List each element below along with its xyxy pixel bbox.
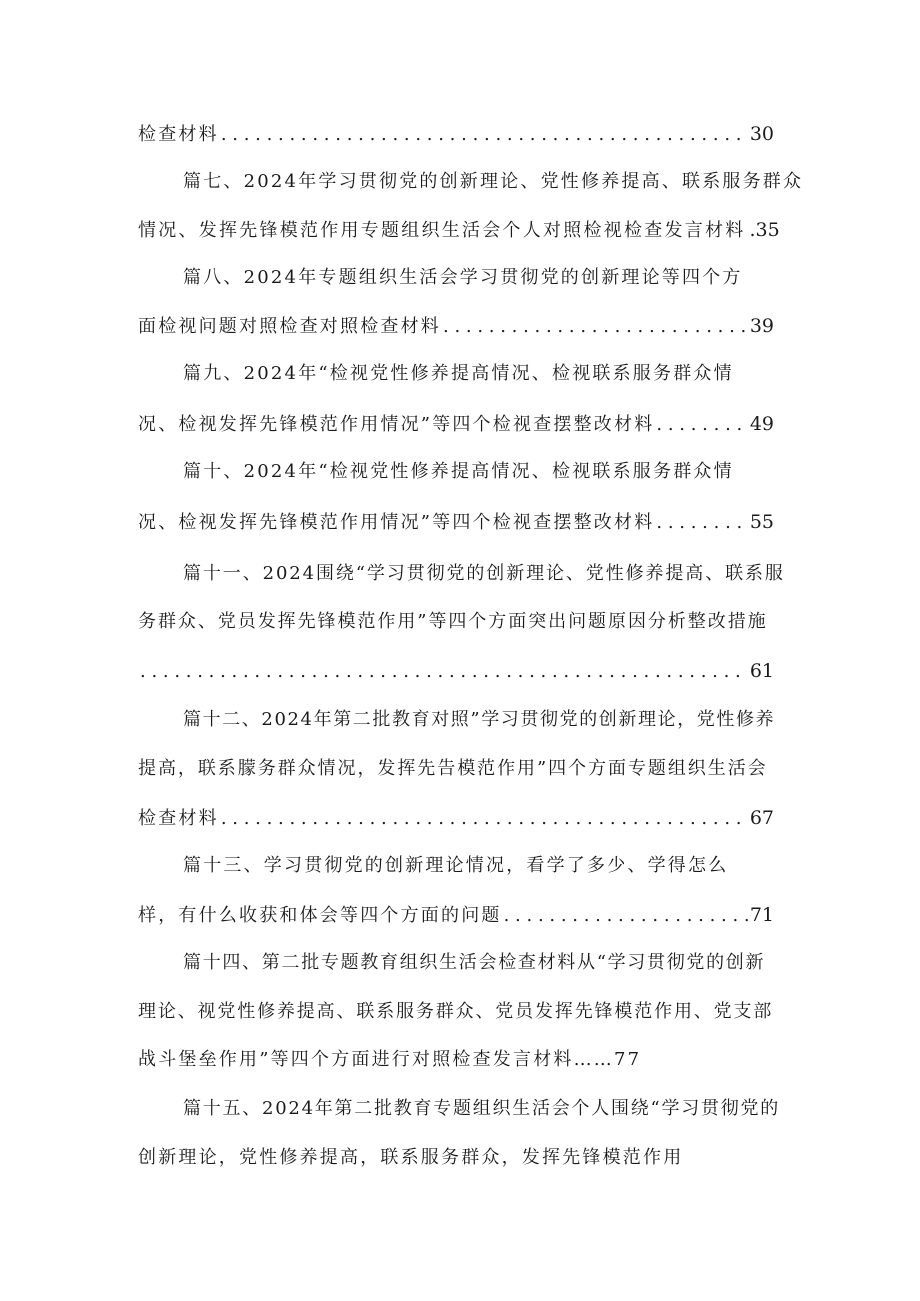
- toc-page-number: 55: [749, 511, 774, 533]
- toc-entry-line[interactable]: 篇十五、2024年第二批教育专题组织生活会个人围绕“学习贯彻党的: [183, 1098, 781, 1119]
- toc-entry-title: 检查材料: [138, 808, 219, 829]
- toc-entry-title: 检查材料: [138, 124, 219, 145]
- toc-leader-dots: [443, 315, 748, 339]
- toc-leader-dots: [221, 123, 748, 147]
- toc-entry-line[interactable]: 创新理论，党性修养提高，联系服务群众，发挥先锋模范作用: [138, 1147, 684, 1168]
- toc-page-number: 71: [749, 904, 774, 926]
- toc-entry-line[interactable]: 篇七、2024年学习贯彻党的创新理论、党性修养提高、联系服务群众: [183, 171, 804, 192]
- toc-entry-line[interactable]: 篇十四、第二批专题教育组织生活会检查材料从“学习贯彻党的创新: [183, 952, 766, 973]
- toc-entry-line[interactable]: 提高，联系朦务群众情况，发挥先告模范作用”四个方面专题组织生活会: [138, 758, 768, 779]
- toc-entry-line[interactable]: [138, 218, 780, 243]
- toc-entry[interactable]: [138, 510, 774, 535]
- toc-leader-dots: [656, 413, 747, 437]
- toc-entry-line[interactable]: 篇八、2024年专题组织生活会学习贯彻党的创新理论等四个方: [183, 267, 743, 288]
- toc-page-number: 39: [749, 315, 774, 337]
- toc-entry-line[interactable]: 战斗堡垒作用”等四个方面进行对照检查发言材料……77: [138, 1049, 642, 1070]
- toc-entry-title: 面检视问题对照检查对照检查材料: [138, 316, 441, 337]
- toc-entry-title: 情况、发挥先锋模范作用专题组织生活会个人对照检视检查发言材料: [138, 220, 746, 241]
- toc-leader-dots: [140, 660, 748, 684]
- toc-page-number: .35: [749, 219, 780, 241]
- toc-entry[interactable]: [138, 903, 774, 928]
- toc-entry-line[interactable]: 篇九、2024年“检视党性修养提高情况、检视联系服务群众情: [183, 363, 734, 384]
- toc-entry[interactable]: [138, 122, 774, 147]
- toc-leader-dots: [504, 904, 748, 928]
- toc-entry[interactable]: [138, 806, 774, 831]
- toc-page-number: 61: [749, 660, 774, 682]
- toc-entry-title: 况、检视发挥先锋模范作用情况”等四个检视查摆整改材料: [138, 512, 655, 533]
- toc-entry-line[interactable]: 篇十一、2024围绕“学习贯彻党的创新理论、党性修养提高、联系服: [183, 563, 785, 584]
- toc-entry-title: 样，有什么收获和体会等四个方面的问题: [138, 905, 502, 926]
- toc-leader-dots: [221, 807, 748, 831]
- toc-entry-line[interactable]: 理论、视党性修养提高、联系服务群众、党员发挥先锋模范作用、党支部: [138, 1001, 774, 1022]
- toc-entry-line[interactable]: 篇十二、2024年第二批教育对照”学习贯彻党的创新理论，党性修养: [183, 709, 776, 730]
- toc-entry-line[interactable]: 篇十、2024年“检视党性修养提高情况、检视联系服务群众情: [183, 461, 734, 482]
- toc-entry[interactable]: [138, 659, 774, 684]
- toc-entry[interactable]: [138, 314, 774, 339]
- toc-entry-line[interactable]: 篇十三、学习贯彻党的创新理论情况，看学了多少、学得怎么: [183, 855, 729, 876]
- toc-entry-title: 况、检视发挥先锋模范作用情况”等四个检视查摆整改材料: [138, 414, 655, 435]
- toc-entry[interactable]: [138, 412, 774, 437]
- toc-page-number: 49: [749, 413, 774, 435]
- toc-entry-line[interactable]: 务群众、党员发挥先锋模范作用”等四个方面突出问题原因分析整改措施: [138, 611, 768, 632]
- toc-page-number: 30: [749, 123, 774, 145]
- toc-page-number: 67: [749, 807, 774, 829]
- toc-leader-dots: [656, 511, 747, 535]
